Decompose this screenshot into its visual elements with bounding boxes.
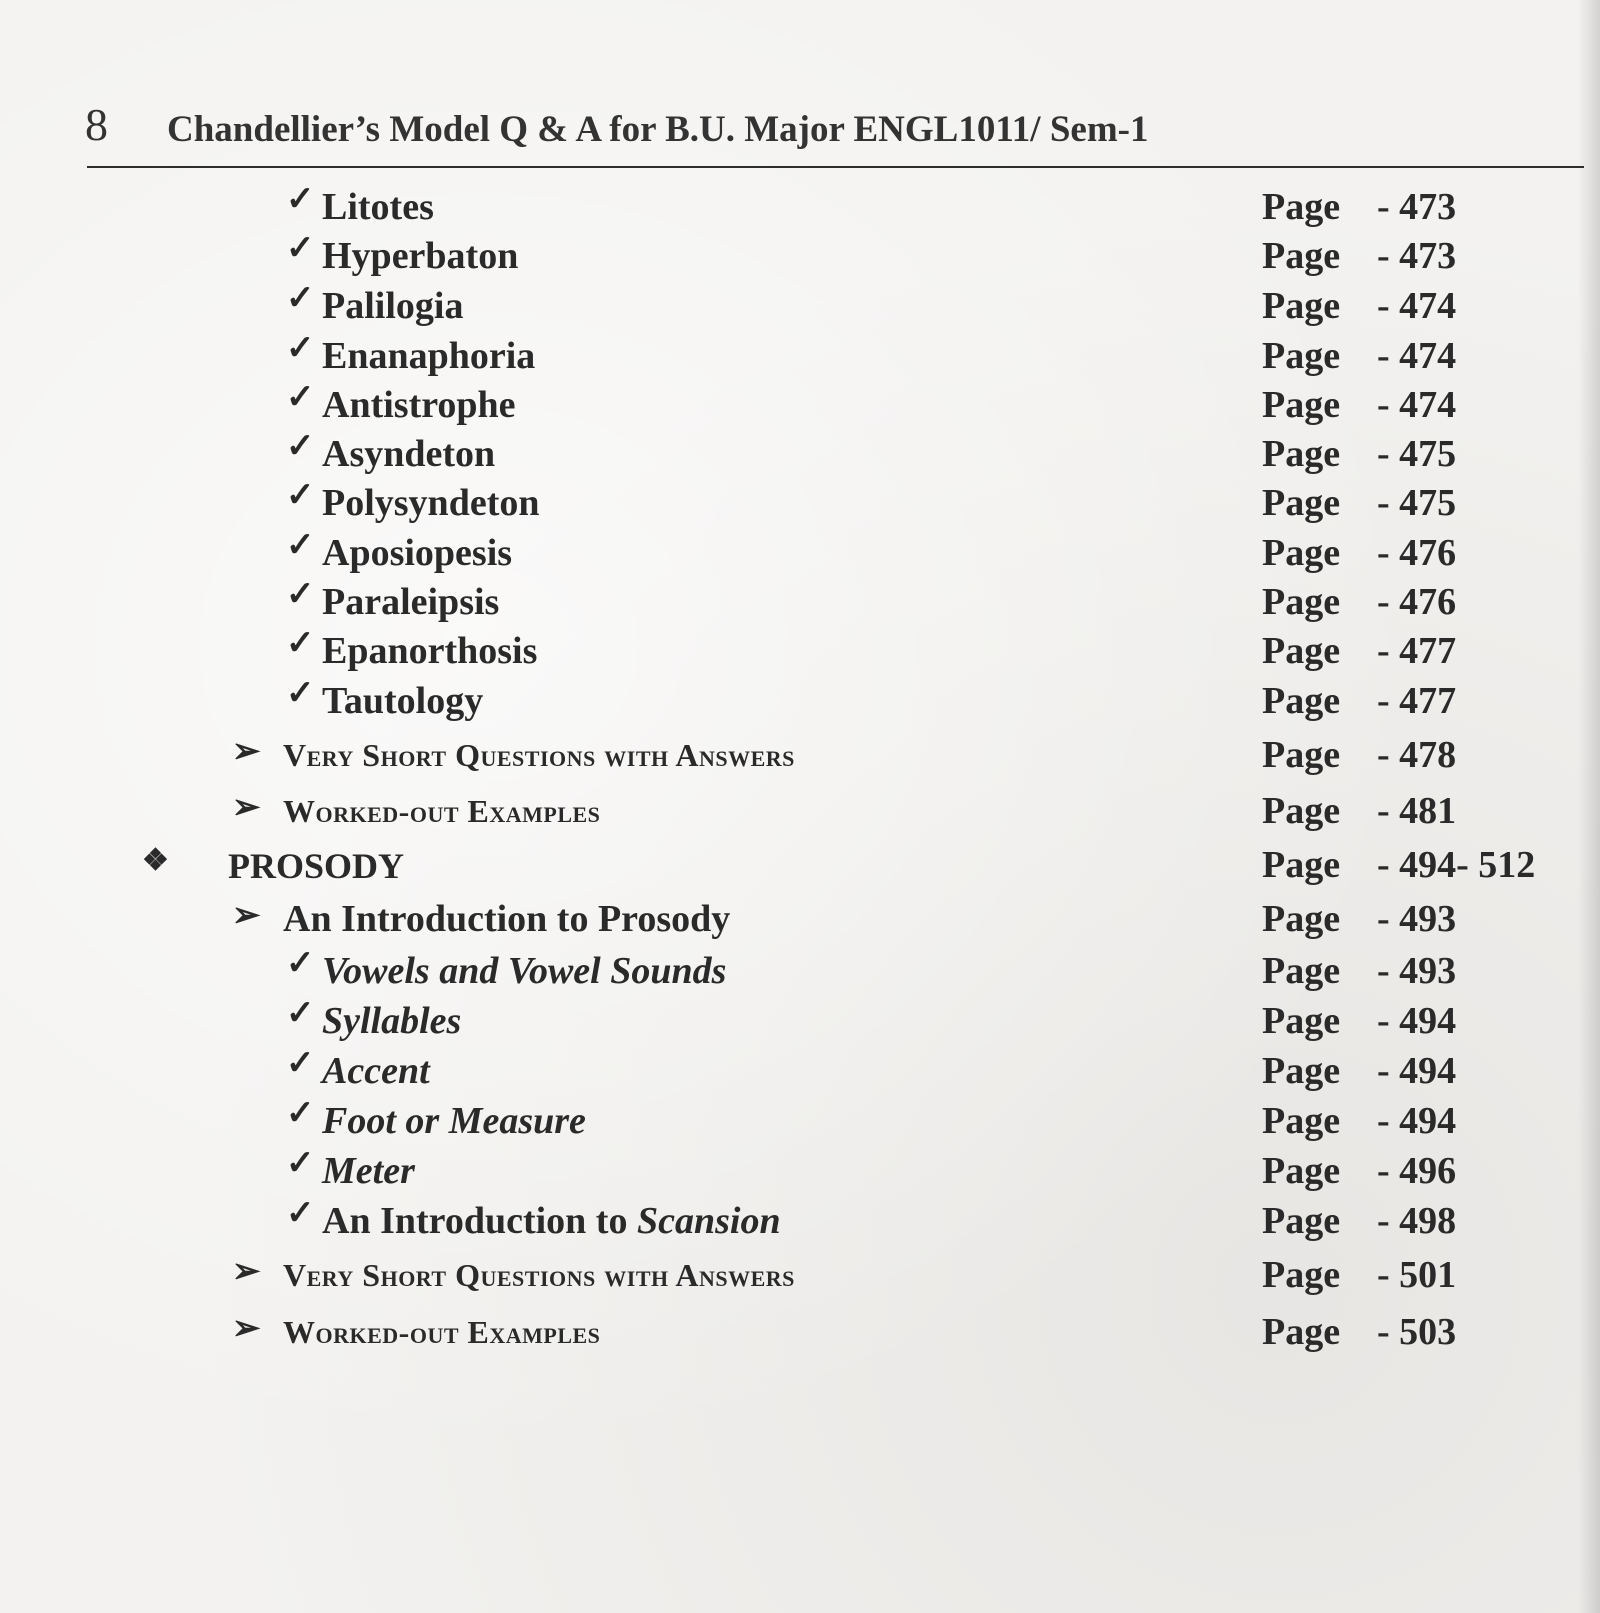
toc-entry-label: [322, 1199, 781, 1243]
toc-entry: [0, 897, 1600, 947]
checkmark-icon: ✓: [286, 1045, 315, 1082]
header-rule: [87, 166, 1584, 168]
page-reference: [1262, 432, 1456, 476]
page-number-ref: - 475: [1377, 482, 1457, 524]
toc-entry-label: Foot or Measure: [322, 1100, 586, 1142]
toc-entry: [0, 477, 1600, 531]
checkmark-icon: ✓: [286, 379, 315, 416]
page-prefix: Page: [1262, 898, 1341, 940]
toc-entry: [0, 576, 1600, 630]
page-number: 8: [85, 99, 108, 150]
page-prefix: Page: [1262, 1100, 1341, 1142]
page-prefix: Page: [1262, 482, 1341, 524]
page-prefix: Page: [1262, 433, 1341, 475]
page-reference: [1262, 1149, 1456, 1193]
toc-entry: [0, 1253, 1600, 1303]
page-number-ref: - 494- 512: [1377, 844, 1536, 886]
page-prefix: Page: [1262, 532, 1341, 574]
page-reference: [1262, 949, 1456, 993]
checkmark-icon: ✓: [286, 625, 315, 662]
checkmark-icon: ✓: [286, 428, 315, 465]
toc-entry: [0, 280, 1600, 334]
page-reference: [1262, 897, 1456, 941]
checkmark-icon: ✓: [286, 1195, 315, 1232]
toc-entry: [0, 527, 1600, 581]
page-prefix: Page: [1262, 384, 1341, 426]
page-reference: [1262, 1253, 1456, 1297]
page-prefix: Page: [1262, 235, 1341, 277]
page-prefix: Page: [1262, 1000, 1341, 1042]
arrowhead-bullet-icon: ➢: [232, 1310, 261, 1347]
toc-entry-label: Syllables: [322, 1000, 462, 1042]
page-reference: [1262, 580, 1456, 624]
page-reference: [1262, 733, 1456, 777]
page-number-ref: - 476: [1377, 532, 1457, 574]
toc-entry-label: PROSODY: [228, 846, 405, 886]
page-reference: [1262, 843, 1535, 887]
toc-entry-label: Enanaphoria: [322, 335, 536, 377]
toc-entry: [0, 1310, 1600, 1360]
toc-entry: [0, 995, 1600, 1049]
page-reference: [1262, 789, 1456, 833]
toc-entry-label: Very Short Questions with Answers: [283, 737, 795, 773]
toc-entry: [0, 675, 1600, 729]
page-reference: [1262, 481, 1456, 525]
page-reference: [1262, 679, 1456, 723]
toc-entry-label: Paraleipsis: [322, 581, 500, 623]
page-number-ref: - 478: [1377, 734, 1457, 776]
toc-entry: [0, 230, 1600, 284]
toc-entry-label: Worked-out Examples: [283, 1314, 601, 1350]
checkmark-icon: ✓: [286, 477, 315, 514]
page-prefix: Page: [1262, 790, 1341, 832]
page-reference: [1262, 185, 1456, 229]
checkmark-icon: ✓: [286, 280, 315, 317]
diamond-bullet-icon: ❖: [142, 844, 169, 877]
toc-entry-label: Worked-out Examples: [283, 793, 601, 829]
arrowhead-bullet-icon: ➢: [232, 789, 261, 826]
page-number-ref: - 494: [1377, 1050, 1457, 1092]
toc-entry-label: Tautology: [322, 680, 484, 722]
page-prefix: Page: [1262, 1200, 1341, 1242]
toc-entry: [0, 789, 1600, 839]
toc-entry: [0, 1195, 1600, 1249]
toc-entry-label: Vowels and Vowel Sounds: [322, 950, 727, 992]
toc-entry: [0, 625, 1600, 679]
checkmark-icon: ✓: [286, 945, 315, 982]
page-reference: [1262, 284, 1456, 328]
page-header: [85, 98, 1585, 162]
checkmark-icon: ✓: [286, 1095, 315, 1132]
toc-entry-label: Asyndeton: [322, 433, 496, 475]
toc-entry-label: Meter: [322, 1150, 415, 1192]
toc-entry-label: Palilogia: [322, 285, 464, 327]
checkmark-icon: ✓: [286, 995, 315, 1032]
toc-entry: [0, 181, 1600, 235]
page-reference: [1262, 334, 1456, 378]
page-reference: [1262, 999, 1456, 1043]
page-prefix: Page: [1262, 1150, 1341, 1192]
toc-entry-label-text: An Introduction to: [322, 1200, 637, 1242]
toc-entry-label: Very Short Questions with Answers: [283, 1257, 795, 1293]
checkmark-icon: ✓: [286, 675, 315, 712]
toc-entry-label: Litotes: [322, 186, 434, 228]
page-number-ref: - 493: [1377, 950, 1457, 992]
page-number-ref: - 494: [1377, 1000, 1457, 1042]
checkmark-icon: ✓: [286, 527, 315, 564]
toc-entry: [0, 1145, 1600, 1199]
toc-entry-label: Accent: [322, 1050, 430, 1092]
page-number-ref: - 474: [1377, 335, 1457, 377]
toc-entry: [0, 379, 1600, 433]
toc-entry-label: Aposiopesis: [322, 532, 513, 574]
page-prefix: Page: [1262, 950, 1341, 992]
page-number-ref: - 473: [1377, 235, 1457, 277]
page-number-ref: - 501: [1377, 1254, 1457, 1296]
checkmark-icon: ✓: [286, 1145, 315, 1182]
page-prefix: Page: [1262, 1254, 1341, 1296]
page-number-ref: - 476: [1377, 581, 1457, 623]
toc-entry: [0, 945, 1600, 999]
page-prefix: Page: [1262, 734, 1341, 776]
toc-entry-label: Epanorthosis: [322, 630, 538, 672]
arrowhead-bullet-icon: ➢: [232, 897, 261, 934]
page-reference: [1262, 629, 1456, 673]
page-reference: [1262, 383, 1456, 427]
page-number-ref: - 503: [1377, 1311, 1457, 1353]
toc-entry-label: Hyperbaton: [322, 235, 519, 277]
toc-entry-label: Polysyndeton: [322, 482, 540, 524]
toc-entry-label: An Introduction to Prosody: [283, 898, 731, 940]
page-number-ref: - 498: [1377, 1200, 1457, 1242]
page-reference: [1262, 1099, 1456, 1143]
toc-entry: [0, 428, 1600, 482]
toc-entry: [0, 1095, 1600, 1149]
checkmark-icon: ✓: [286, 230, 315, 267]
page-prefix: Page: [1262, 844, 1341, 886]
page-prefix: Page: [1262, 285, 1341, 327]
toc-entry-label: Antistrophe: [322, 384, 516, 426]
page-reference: [1262, 1310, 1456, 1354]
toc-entry: [0, 843, 1600, 893]
page-prefix: Page: [1262, 581, 1341, 623]
toc-entry: [0, 330, 1600, 384]
page-number-ref: - 474: [1377, 384, 1457, 426]
page-number-ref: - 494: [1377, 1100, 1457, 1142]
page-number-ref: - 481: [1377, 790, 1457, 832]
checkmark-icon: ✓: [286, 181, 315, 218]
page-prefix: Page: [1262, 630, 1341, 672]
arrowhead-bullet-icon: ➢: [232, 1253, 261, 1290]
arrowhead-bullet-icon: ➢: [232, 733, 261, 770]
page-number-ref: - 477: [1377, 680, 1457, 722]
checkmark-icon: ✓: [286, 576, 315, 613]
checkmark-icon: ✓: [286, 330, 315, 367]
toc-entry: [0, 1045, 1600, 1099]
page-prefix: Page: [1262, 335, 1341, 377]
page-reference: [1262, 234, 1456, 278]
toc-entry: [0, 733, 1600, 783]
page-prefix: Page: [1262, 680, 1341, 722]
page-prefix: Page: [1262, 186, 1341, 228]
page-number-ref: - 477: [1377, 630, 1457, 672]
page-reference: [1262, 1049, 1456, 1093]
page-number-ref: - 474: [1377, 285, 1457, 327]
page-number-ref: - 496: [1377, 1150, 1457, 1192]
page-number-ref: - 473: [1377, 186, 1457, 228]
page-prefix: Page: [1262, 1050, 1341, 1092]
page-prefix: Page: [1262, 1311, 1341, 1353]
page-number-ref: - 475: [1377, 433, 1457, 475]
toc-entry-label-italic: Scansion: [636, 1200, 781, 1242]
page-number-ref: - 493: [1377, 898, 1457, 940]
page-reference: [1262, 1199, 1456, 1243]
page-reference: [1262, 531, 1456, 575]
running-title: Chandellier’s Model Q & A for B.U. Major ENGL1011/ Sem-1: [167, 109, 1149, 150]
